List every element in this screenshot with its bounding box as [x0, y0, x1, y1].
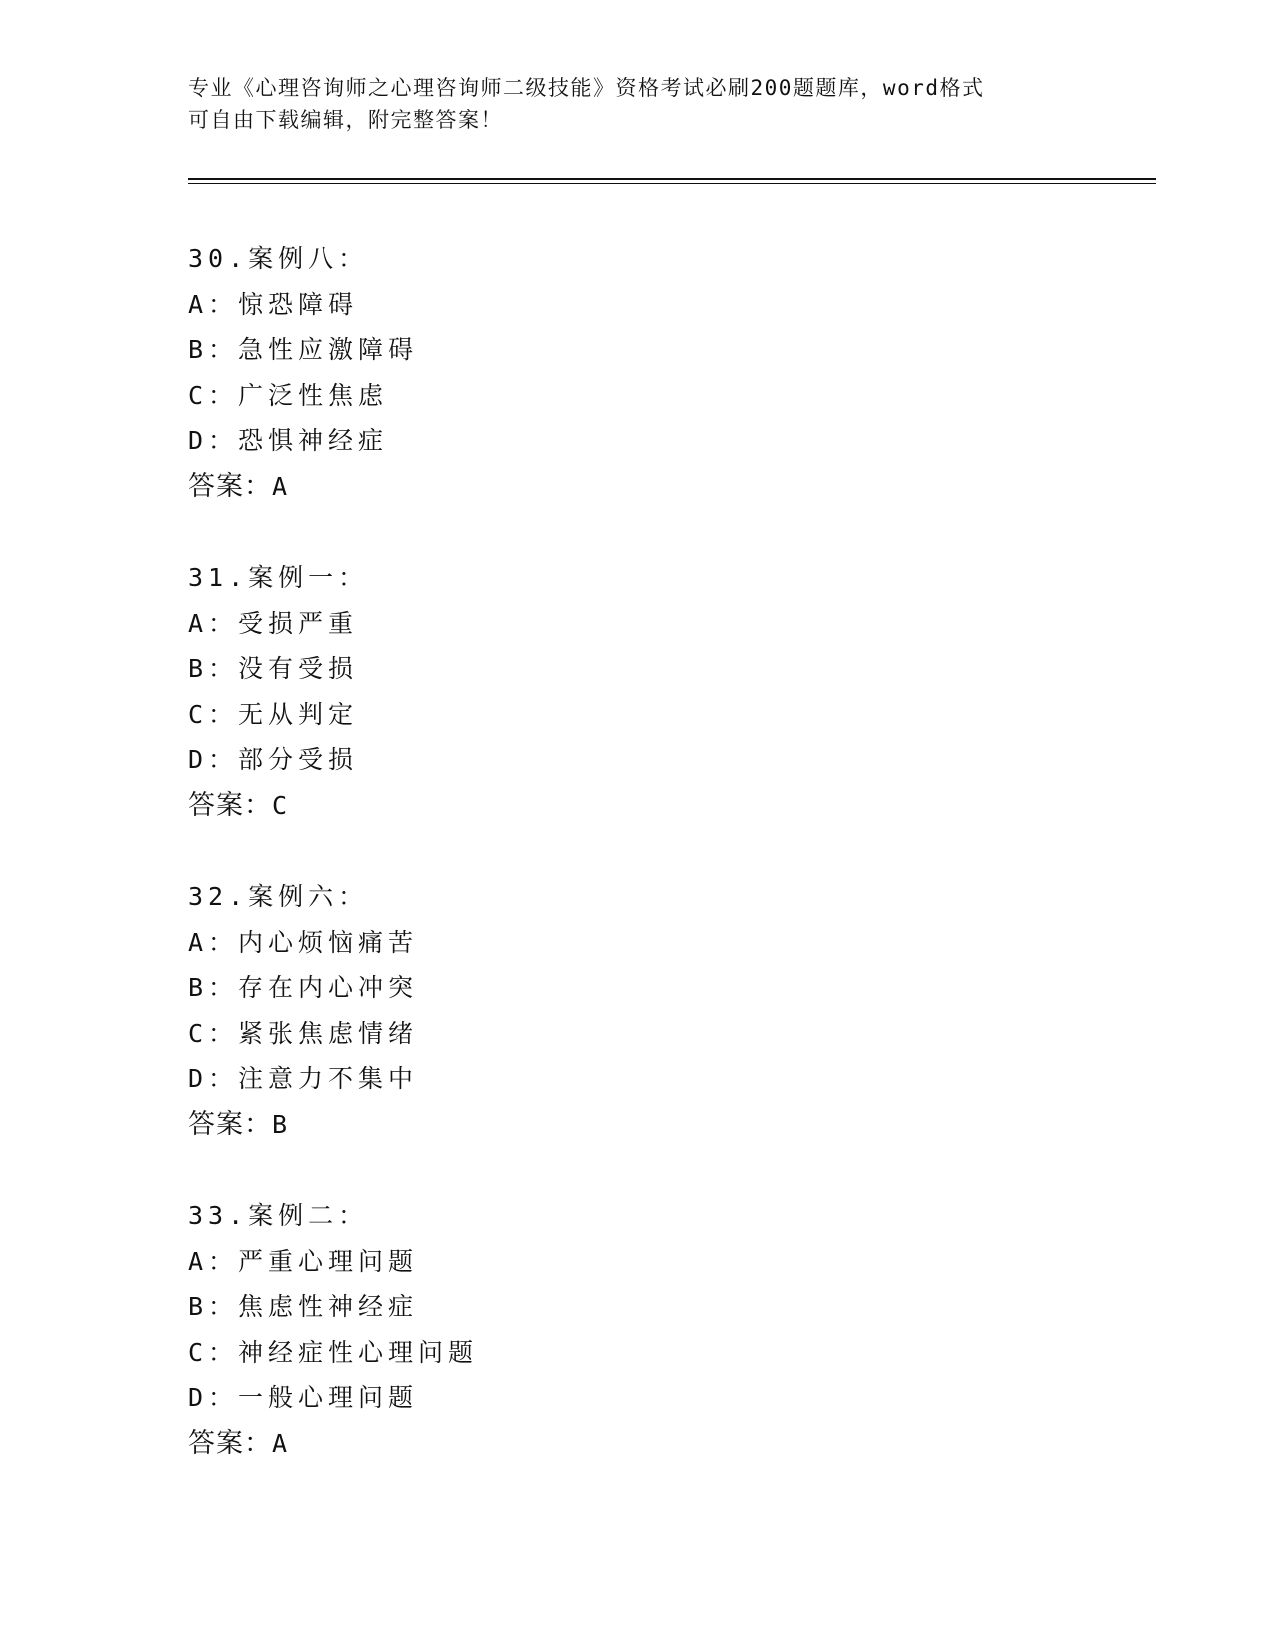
question-title: 31.案例一：	[188, 563, 369, 592]
answer-line	[188, 1421, 888, 1467]
header-line-2: 可自由下载编辑，附完整答案！	[188, 108, 503, 132]
document-header	[188, 72, 1088, 136]
option-c: C：广泛性焦虑	[188, 380, 389, 410]
answer-value: A	[272, 471, 289, 501]
answer-label: 答案：	[188, 470, 272, 502]
option-b: B：焦虑性神经症	[188, 1292, 419, 1321]
question-title: 32.案例六：	[188, 882, 369, 911]
header-divider-thin	[188, 183, 1156, 184]
option-a: A：惊恐障碍	[188, 289, 359, 319]
option-a: A：严重心理问题	[188, 1246, 419, 1276]
option-a: A：内心烦恼痛苦	[188, 927, 419, 957]
header-line-1: 专业《心理咨询师之心理咨询师二级技能》资格考试必刷200题题库，word格式	[188, 76, 985, 100]
question-title: 30.案例八：	[188, 244, 369, 273]
answer-line	[188, 464, 888, 510]
option-b: B：急性应激障碍	[188, 335, 419, 364]
answer-label: 答案：	[188, 789, 272, 821]
answer-line	[188, 1102, 888, 1148]
option-c: C：神经症性心理问题	[188, 1337, 479, 1367]
answer-value: B	[272, 1109, 289, 1139]
answer-label: 答案：	[188, 1427, 272, 1459]
question-block	[188, 236, 888, 509]
option-c: C：紧张焦虑情绪	[188, 1018, 419, 1048]
option-c: C：无从判定	[188, 699, 359, 729]
question-title: 33.案例二：	[188, 1201, 369, 1230]
option-b: B：没有受损	[188, 654, 359, 683]
question-block	[188, 1193, 888, 1466]
answer-label: 答案：	[188, 1108, 272, 1140]
question-block	[188, 555, 888, 828]
answer-line	[188, 783, 888, 829]
option-d: D：注意力不集中	[188, 1064, 419, 1093]
question-block	[188, 874, 888, 1147]
option-d: D：部分受损	[188, 745, 359, 774]
option-d: D：一般心理问题	[188, 1383, 419, 1412]
option-d: D：恐惧神经症	[188, 426, 389, 455]
option-b: B：存在内心冲突	[188, 973, 419, 1002]
answer-value: A	[272, 1428, 289, 1458]
header-divider-thick	[188, 178, 1156, 180]
option-a: A：受损严重	[188, 608, 359, 638]
answer-value: C	[272, 790, 289, 820]
